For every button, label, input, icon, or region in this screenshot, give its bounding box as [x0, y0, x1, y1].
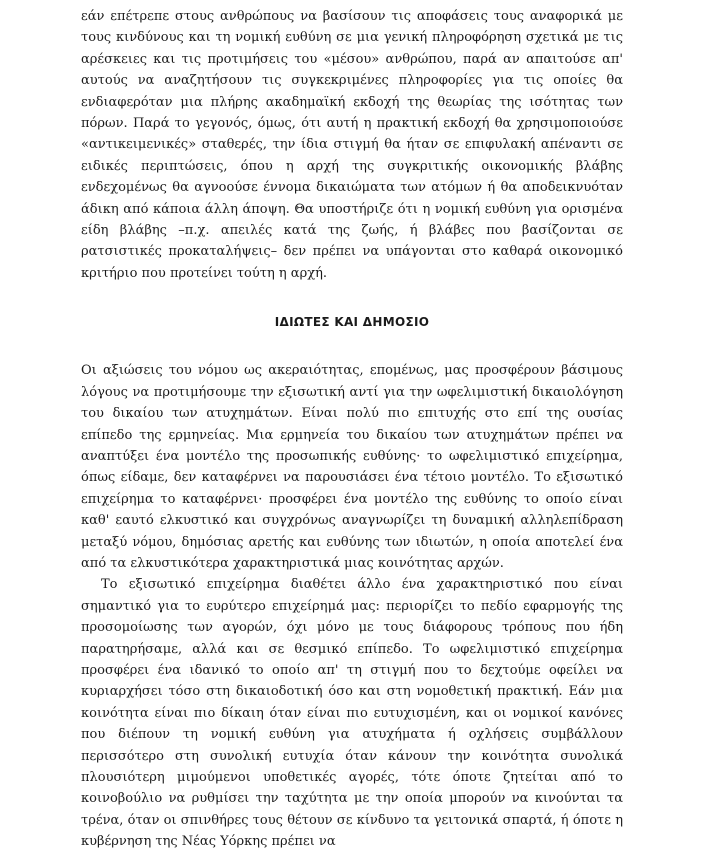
body-paragraph: εάν επέτρεπε στους ανθρώπους να βασίσουν τις αποφάσεις τους αναφορικά με τους κινδύνους και τη νομική ευθύνη σε μια γενική πληροφόρηση σχετικά με τις αρέσκειες και τις προτιμήσεις του «μέσου» ανθρώπου, παρά αν απαιτούσε απ' αυτούς να αναζητήσουν τις συγκεκριμένες πληροφορίες για τις οποίες θα ενδιαφερόταν μια πλήρης ακαδημαϊκή εκδοχή της θεωρίας της ισότητας των πόρων. Παρά το γεγονός, όμως, ότι αυτή η πρακτική εκδοχή θα χρησιμοποιούσε «αντικειμενικές» σταθερές, την ίδια στιγμή θα ήταν σε επιφυλακή απέναντι σε ειδικές περιπτώσεις, όπου η αρχή της συγκριτικής οικονομικής βλάβης ενδεχομένως θα αγνοούσε έννομα δικαιώματα των ατόμων ή θα αποδεικνυόταν άδικη από κάποια άλλη άποψη. Θα υποστήριζε ότι η νομική ευθύνη για ορισμένα είδη βλάβης –π.χ. απειλές κατά της ζωής, ή βλάβες που βασίζονται σε ρατσιστικές προκαταλήψεις– δεν πρέπει να υπάγονται στο καθαρά οικονομικό κριτήριο που προτείνει τούτη η αρχή. [81, 9, 623, 281]
body-paragraph: Οι αξιώσεις του νόμου ως ακεραιότητας, επομένως, μας προσφέρουν βάσιμους λόγους να προτιμήσουμε την εξισωτική αντί για την ωφελιμιστική δικαιολόγηση του δικαίου των ατυχημάτων. Είναι πολύ πιο επιτυχής στο επί της ουσίας επίπεδο της ερμηνείας. Μια ερμηνεία του δικαίου των ατυχημάτων πρέπει να αναπτύξει ένα μοντέλο της προσωπικής ευθύνης· το ωφελιμιστικό επιχείρημα, όπως είδαμε, δεν καταφέρνει να παρουσιάσει ένα τέτοιο μοντέλο. Το εξισωτικό επιχείρημα το καταφέρνει· προσφέρει ένα μοντέλο της ευθύνης το οποίο είναι καθ' εαυτό ελκυστικό και συγχρόνως αναγνωρίζει τη δυναμική αλληλεπίδραση μεταξύ νόμου, δημόσιας αρετής και ευθύνης των ιδιωτών, η οποία αποτελεί ένα από τα ελκυστικότερα χαρακτηριστικά μιας κοινότητας αρχών. [81, 363, 623, 571]
section-heading: ΙΔΙΩΤΕΣ ΚΑΙ ΔΗΜΟΣΙΟ [274, 315, 430, 330]
book-page [81, 6, 623, 853]
body-paragraph: Το εξισωτικό επιχείρημα διαθέτει άλλο ένα χαρακτηριστικό που είναι σημαντικό για το ευρύτερο επιχείρημά μας: περιορίζει το πεδίο εφαρμογής της προσομοίωσης των αγορών, όχι μόνο με τους διάφορους τρόπους που ήδη παρατηρήσαμε, αλλά και σε θεσμικό επίπεδο. Το ωφελιμιστικό επιχείρημα προσφέρει ένα ιδανικό το οποίο απ' τη στιγμή που το δεχτούμε οφείλει να κυριαρχήσει τόσο στη δικαιοδοτική όσο και στη νομοθετική πρακτική. Εάν μια κοινότητα είναι πιο δίκαιη όταν είναι πιο ευτυχισμένη, και οι νομικοί κανόνες που διέπουν τη νομική ευθύνη για ατυχήματα ή οχλήσεις συμβάλλουν περισσότερο στη συνολική ευτυχία όταν κάνουν την κοινότητα συνολικά πλουσιότερη μιμούμενοι υποθετικές αγορές, τότε όποτε ζητείται από το κοινοβούλιο να ρυθμίσει την ταχύτητα με την οποία μπορούν να κινούνται τα τρένα, όταν οι σπινθήρες τους θέτουν σε κίνδυνο τα γειτονικά σπαρτά, ή όποτε η κυβέρνηση της Νέας Υόρκης πρέπει να [81, 577, 623, 850]
